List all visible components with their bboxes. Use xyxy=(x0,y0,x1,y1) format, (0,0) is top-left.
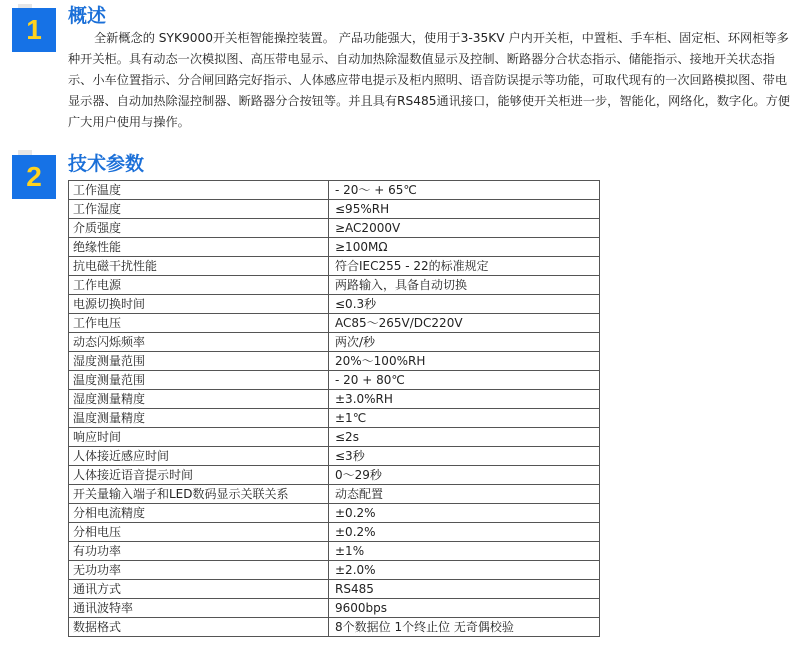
param-value-cell: ≤2s xyxy=(329,428,600,447)
table-row xyxy=(69,618,600,637)
param-value-cell: 动态配置 xyxy=(329,485,600,504)
param-value-cell: ≥100MΩ xyxy=(329,238,600,257)
param-value-cell: ≤0.3秒 xyxy=(329,295,600,314)
param-name-cell: 动态闪烁频率 xyxy=(69,333,329,352)
param-name-cell: 分相电流精度 xyxy=(69,504,329,523)
table-row xyxy=(69,523,600,542)
section-title-overview: 概述 xyxy=(68,5,107,27)
param-value-cell: 两次/秒 xyxy=(329,333,600,352)
table-row xyxy=(69,542,600,561)
param-name-cell: 开关量输入端子和LED数码显示关联关系 xyxy=(69,485,329,504)
table-row xyxy=(69,257,600,276)
param-value-cell: 0～29秒 xyxy=(329,466,600,485)
table-row xyxy=(69,447,600,466)
param-name-cell: 分相电压 xyxy=(69,523,329,542)
param-name-cell: 人体接近感应时间 xyxy=(69,447,329,466)
param-value-cell: ≤3秒 xyxy=(329,447,600,466)
param-name-cell: 湿度测量精度 xyxy=(69,390,329,409)
table-row xyxy=(69,390,600,409)
table-row xyxy=(69,580,600,599)
param-value-cell: AC85～265V/DC220V xyxy=(329,314,600,333)
param-value-cell: - 20～ + 65℃ xyxy=(329,181,600,200)
param-value-cell: ±3.0%RH xyxy=(329,390,600,409)
param-value-cell: ±0.2% xyxy=(329,504,600,523)
table-row xyxy=(69,599,600,618)
param-value-cell: 两路输入，具备自动切换 xyxy=(329,276,600,295)
table-row xyxy=(69,371,600,390)
table-row xyxy=(69,238,600,257)
param-name-cell: 工作电源 xyxy=(69,276,329,295)
param-value-cell: ±1℃ xyxy=(329,409,600,428)
table-row xyxy=(69,333,600,352)
table-row xyxy=(69,485,600,504)
table-row xyxy=(69,181,600,200)
param-value-cell: ±0.2% xyxy=(329,523,600,542)
table-row xyxy=(69,276,600,295)
section-number-badge: 2 xyxy=(12,155,56,199)
table-row xyxy=(69,561,600,580)
param-name-cell: 绝缘性能 xyxy=(69,238,329,257)
param-value-cell: ≤95%RH xyxy=(329,200,600,219)
section-title-tech-params: 技术参数 xyxy=(68,153,145,175)
param-name-cell: 通讯方式 xyxy=(69,580,329,599)
param-name-cell: 湿度测量范围 xyxy=(69,352,329,371)
param-name-cell: 工作湿度 xyxy=(69,200,329,219)
param-name-cell: 抗电磁干扰性能 xyxy=(69,257,329,276)
param-value-cell: RS485 xyxy=(329,580,600,599)
table-row xyxy=(69,219,600,238)
param-name-cell: 电源切换时间 xyxy=(69,295,329,314)
table-row xyxy=(69,295,600,314)
param-name-cell: 工作电压 xyxy=(69,314,329,333)
table-row xyxy=(69,200,600,219)
param-name-cell: 无功功率 xyxy=(69,561,329,580)
tech-params-table xyxy=(68,180,600,637)
param-value-cell: 符合IEC255 - 22的标准规定 xyxy=(329,257,600,276)
param-name-cell: 响应时间 xyxy=(69,428,329,447)
overview-paragraph: 全新概念的 SYK9000开关柜智能操控装置。 产品功能强大，使用于3-35KV 户内开关柜，中置柜、手车柜、固定柜、环网柜等多种开关柜。具有动态一次模拟图、高压带电显示、自动加热除湿数值显示及控制、断路器分合状态指示、储能指示、接地开关状态指示、小车位置指示、分合闸回路完好指示、人体感应带电提示及柜内照明、语音防误提示等功能，可取代现有的一次回路模拟图、带电显示器、自动加热除湿控制器、断路器分合按钮等。并且具有RS485通讯接口，能够使开关柜进一步，智能化，网络化，数字化。方便广大用户使用与操作。 xyxy=(68,31,790,129)
param-value-cell: 9600bps xyxy=(329,599,600,618)
param-value-cell: ≥AC2000V xyxy=(329,219,600,238)
param-name-cell: 温度测量精度 xyxy=(69,409,329,428)
table-row xyxy=(69,352,600,371)
param-value-cell: 20%～100%RH xyxy=(329,352,600,371)
section-number-badge: 1 xyxy=(12,8,56,52)
table-row xyxy=(69,504,600,523)
table-row xyxy=(69,314,600,333)
table-row xyxy=(69,428,600,447)
param-name-cell: 介质强度 xyxy=(69,219,329,238)
param-name-cell: 人体接近语音提示时间 xyxy=(69,466,329,485)
table-row xyxy=(69,409,600,428)
param-name-cell: 温度测量范围 xyxy=(69,371,329,390)
param-value-cell: ±2.0% xyxy=(329,561,600,580)
param-name-cell: 数据格式 xyxy=(69,618,329,637)
param-name-cell: 有功功率 xyxy=(69,542,329,561)
param-value-cell: 8个数据位 1个终止位 无奇偶校验 xyxy=(329,618,600,637)
param-name-cell: 通讯波特率 xyxy=(69,599,329,618)
param-value-cell: - 20 + 80℃ xyxy=(329,371,600,390)
table-row xyxy=(69,466,600,485)
param-name-cell: 工作温度 xyxy=(69,181,329,200)
param-value-cell: ±1% xyxy=(329,542,600,561)
